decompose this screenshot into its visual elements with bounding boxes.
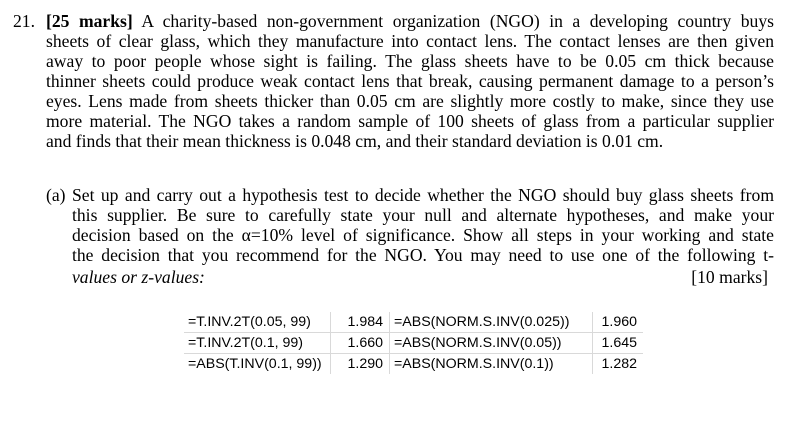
question-first-line xyxy=(13,12,774,31)
question-marks: [25 marks] xyxy=(46,11,133,31)
part-a-marks: [10 marks] xyxy=(691,267,768,287)
question-text-line: and finds that their mean thickness is 0.048 cm, and their standard deviation is 0.01 cm. xyxy=(46,131,664,151)
table-cell: =ABS(NORM.S.INV(0.05)) xyxy=(390,333,593,354)
table-cell: =T.INV.2T(0.1, 99) xyxy=(184,333,331,354)
table-cell: =ABS(T.INV(0.1, 99)) xyxy=(184,354,331,375)
question-text-line: sheets of clear glass, which they manufacture into contact lens. The contact lenses are then given xyxy=(46,31,774,51)
part-a-text-line: this supplier. Be sure to carefully state your null and alternate hypotheses, and make your xyxy=(72,205,774,225)
table-cell: 1.282 xyxy=(601,356,637,372)
question-text-line: away to poor people whose sight is failing. The glass sheets have to be 0.05 cm thick because xyxy=(46,51,774,71)
table-row xyxy=(184,333,643,354)
question-number: 21. xyxy=(13,11,35,31)
part-a-last-line: values or z-values: xyxy=(72,267,205,287)
part-a-text-line: Set up and carry out a hypothesis test to decide whether the NGO should buy glass sheets from xyxy=(72,185,774,205)
table-cell: 1.660 xyxy=(331,333,390,354)
table-cell: =ABS(NORM.S.INV(0.025)) xyxy=(390,312,593,333)
table-row xyxy=(184,312,643,333)
table-cell: 1.984 xyxy=(331,312,390,333)
table-row xyxy=(184,354,643,375)
table-cell: =T.INV.2T(0.05, 99) xyxy=(184,312,331,333)
part-a-label: (a) xyxy=(46,185,66,205)
question-text-line: eyes. Lens made from sheets thicker than 0.05 cm are slightly more costly to make, since they use xyxy=(46,91,774,111)
table-cell: 1.290 xyxy=(331,354,390,375)
question-text-line: more material. The NGO takes a random sample of 100 sheets of glass from a particular supplier xyxy=(46,111,774,131)
question-text-line: thinner sheets could produce weak contact lens that break, causing permanent damage to a person’s xyxy=(46,71,774,91)
table-cell: 1.960 xyxy=(593,312,644,333)
table-cell: 1.645 xyxy=(593,333,644,354)
part-a-text-line: decision based on the α=10% level of significance. Show all steps in your working and state xyxy=(72,225,774,245)
part-a-text-line: the decision that you recommend for the NGO. You may need to use one of the following t- xyxy=(72,245,774,265)
critical-values-table xyxy=(184,312,643,374)
table-cell: =ABS(NORM.S.INV(0.1)) xyxy=(390,354,593,375)
part-a-first-line xyxy=(46,186,774,205)
question-text-line: A charity-based non-government organization (NGO) in a developing country buys xyxy=(141,11,774,31)
